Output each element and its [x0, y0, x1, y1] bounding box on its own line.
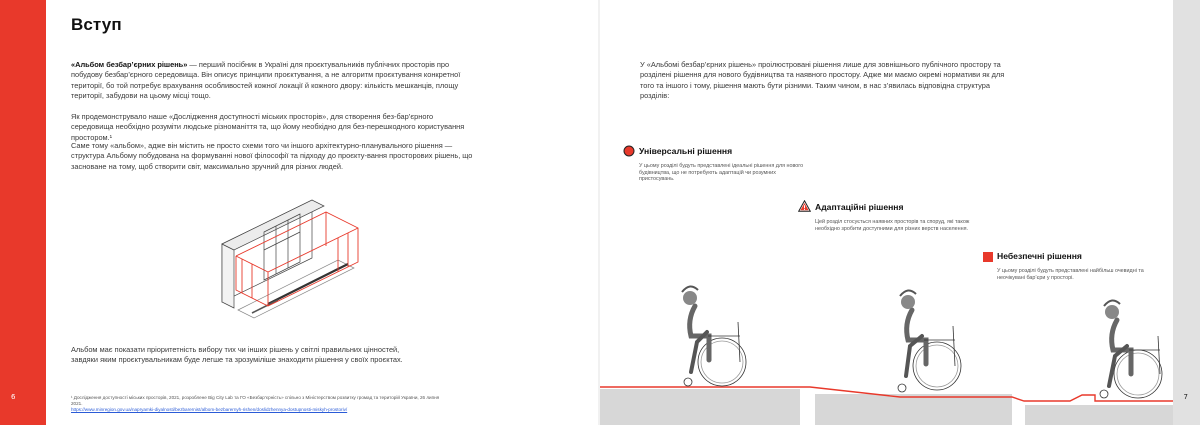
legend-desc-adaptive: Цей розділ стосується наявних просторів та споруд, які також необхідно зробити доступними для різних верств населення. — [815, 219, 970, 232]
intro-paragraph-4: Альбом має показати пріоритетність вибору тих чи інших рішень у світлі правильних цінностей, завдяки яким проєктувальникам буде легше та зрозуміліше знаходити рішення у своїх проєктах. — [71, 345, 403, 365]
intro-paragraph-2: Як продемонструвало наше «Дослідження доступності міських просторів», для створення без-бар’єрного середовища необхідно розуміти людське різноманіття та, що йому необхідно для без-перешкодного користування простором.¹ — [71, 112, 465, 142]
wheelchair-user-3 — [1100, 300, 1162, 398]
album-name: «Альбом безбар’єрних рішень» — [71, 60, 188, 69]
footnote — [71, 395, 451, 412]
right-intro-paragraph: У «Альбомі безбар’єрних рішень» проілюстровані рішення лише для зовнішнього публічного простору та розділені рішення для нового будівництва та наявного простору. Адже ми маємо окремі нормативи як для того та іншого і тому, рішення мають бути різними. Таким чином, в нас з’явилась відповідна структура розділів: — [640, 60, 1005, 100]
footnote-link[interactable]: https://www.minregion.gov.ua/napryamki-diyalnosti/bezbarernist/albom-bezbarernyh-rishen/doslidzhennya-dostupnosti-miskyh-prostoriv/ — [71, 406, 348, 412]
red-circle-icon — [623, 145, 635, 157]
intro-paragraph-1 — [71, 60, 481, 101]
legend-desc-dangerous: У цьому розділі будуть представлені найбільш очевидні та неочікувані бар’єри у просторі. — [997, 268, 1144, 281]
right-gray-stripe — [1173, 0, 1200, 425]
left-accent-stripe — [0, 0, 46, 425]
page-number-right: 7 — [1183, 393, 1188, 401]
red-square-icon — [983, 252, 993, 262]
architecture-illustration — [208, 192, 373, 322]
warning-triangle-icon — [798, 200, 811, 212]
page-number-left: 6 — [11, 393, 16, 401]
legend-desc-universal: У цьому розділі будуть представлені ідеальні рішення для нового будівництва, що не потребують адаптацій чи розумних пристосувань. — [639, 163, 804, 183]
legend-title-adaptive: Адаптаційні рішення — [815, 202, 904, 212]
wheelchair-user-2 — [898, 290, 961, 392]
legend-title-universal: Універсальні рішення — [639, 146, 733, 156]
page-title: Вступ — [71, 15, 122, 34]
legend-title-dangerous: Небезпечні рішення — [997, 251, 1082, 261]
footnote-text: ¹ Дослідження доступності міських просторів, 2021, розроблене Big City Lab та ГО «Безбар’єрність» спільно з Міністерством розвитку громад та територій України, 26 липня 2021. — [71, 395, 440, 406]
wheelchair-scene-illustration — [600, 270, 1173, 425]
intro-paragraph-1-text: — перший посібник в Україні для проєктувальників публічних просторів про побудову безбар’єрного середовища. Він описує принципи проєктування, а не алгоритм проєктування конкретної території, бо той потребує врахування особливостей кожної локації й кожного двору: кількість мешканців, площу території, забудови на цьому місці тощо. — [71, 60, 461, 100]
wheelchair-user-1 — [682, 286, 746, 386]
intro-paragraph-3: Саме тому «альбом», адже він містить не просто схеми того чи іншого архітектурно-планувального рішення — структура Альбому побудована на формуванні нової філософії та підходу до проєкту-вання просторових рішень, що засноване на тому, щоб створити світ, максимально зручний для різних людей. — [71, 141, 473, 171]
